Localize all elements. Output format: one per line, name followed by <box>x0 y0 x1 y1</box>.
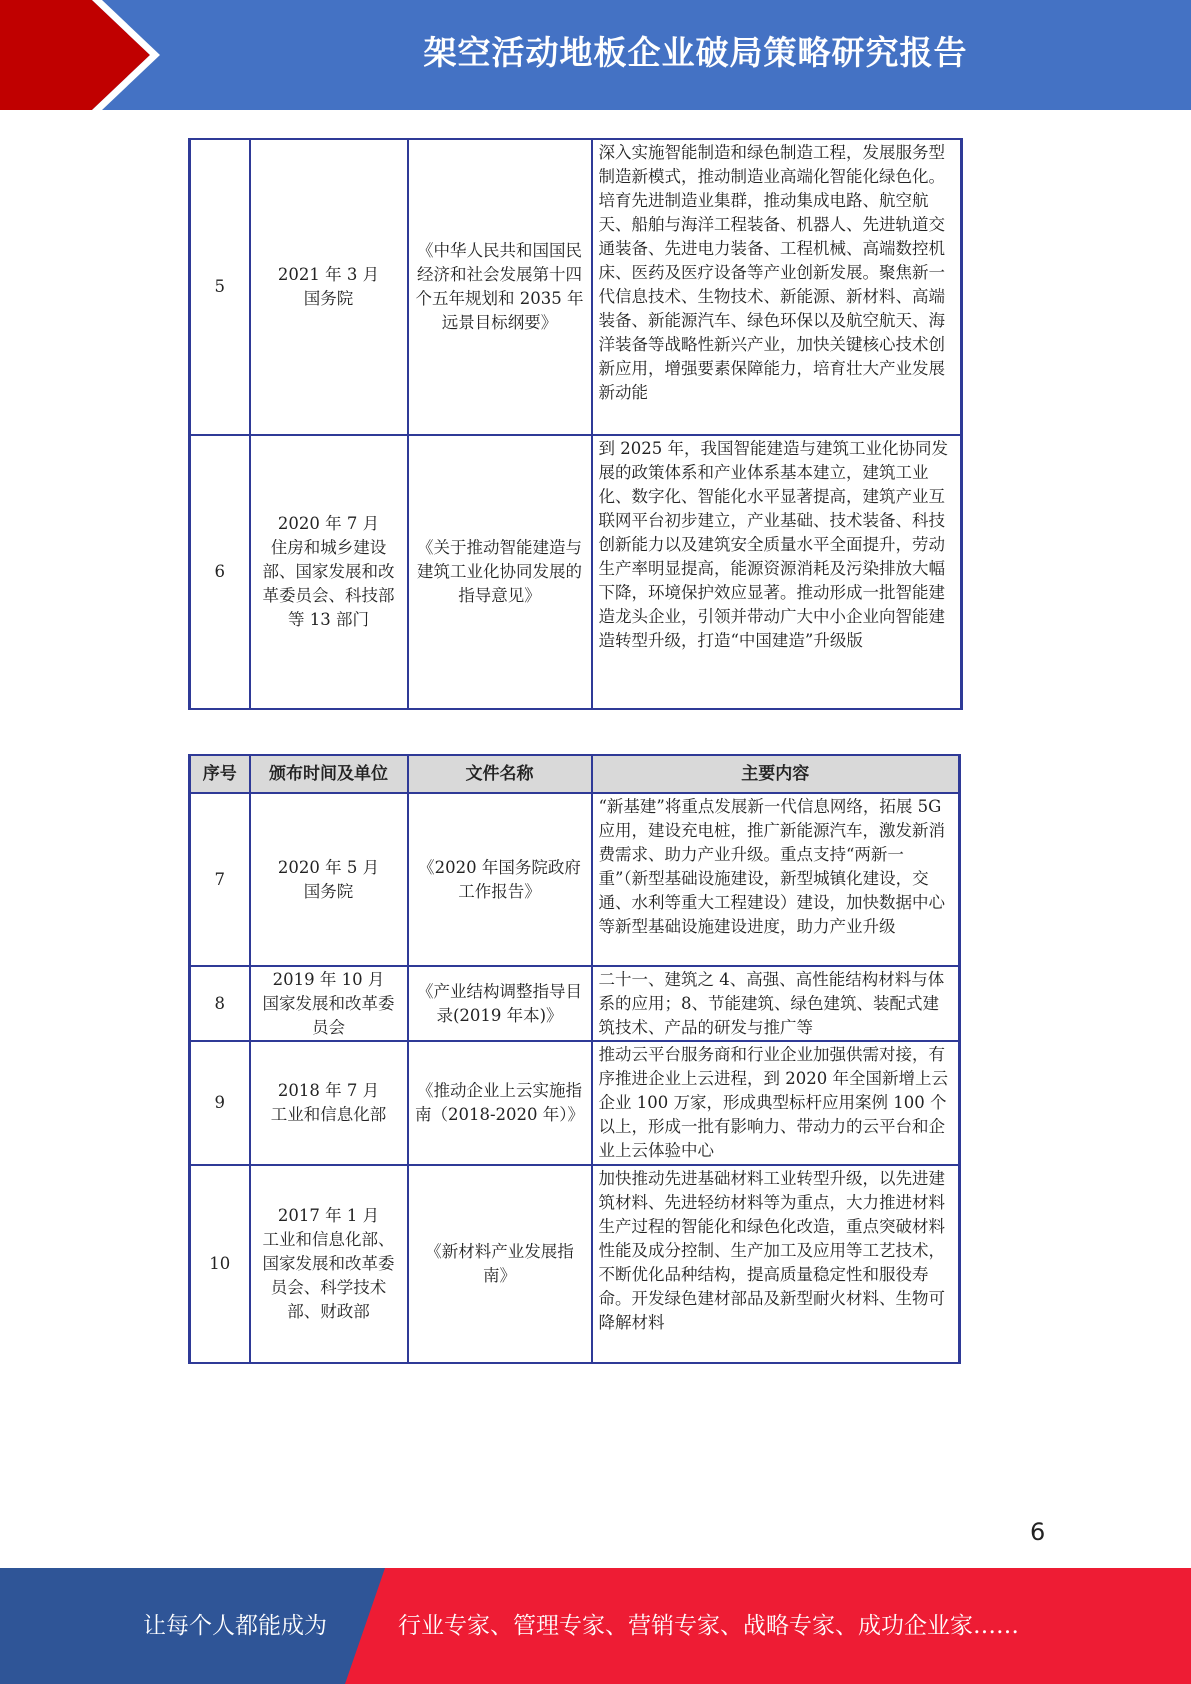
issue-date-unit: 2019 年 10 月 国家发展和改革委员会 <box>250 966 408 1041</box>
page-footer <box>0 1568 1191 1684</box>
policy-table-continued <box>188 138 963 710</box>
document-name: 《推动企业上云实施指南（2018-2020 年）》 <box>408 1041 592 1165</box>
column-header-number: 序号 <box>190 755 250 793</box>
issue-date-unit: 2020 年 5 月 国务院 <box>250 793 408 966</box>
footer-slogan-right: 行业专家、管理专家、营销专家、战略专家、成功企业家…… <box>398 1613 1019 1639</box>
footer-slogan-left: 让每个人都能成为 <box>143 1613 327 1639</box>
table-row <box>190 966 960 1041</box>
issue-date-unit: 2018 年 7 月 工业和信息化部 <box>250 1041 408 1165</box>
main-content: 深入实施智能制造和绿色制造工程，发展服务型制造新模式，推动制造业高端化智能化绿色化。培育先进制造业集群，推动集成电路、航空航天、船舶与海洋工程装备、机器人、先进轨道交通装备、先进电力装备、工程机械、高端数控机床、医药及医疗设备等产业创新发展。聚焦新一代信息技术、生物技术、新能源、新材料、高端装备、新能源汽车、绿色环保以及航空航天、海洋装备等战略性新兴产业，加快关键核心技术创新应用，增强要素保障能力，培育壮大产业发展新动能 <box>592 139 962 435</box>
issue-date-unit: 2021 年 3 月 国务院 <box>250 139 408 435</box>
table-row <box>190 793 960 966</box>
document-name: 《2020 年国务院政府工作报告》 <box>408 793 592 966</box>
table-header-row <box>190 755 960 793</box>
row-number: 5 <box>190 139 250 435</box>
issue-date-unit: 2017 年 1 月 工业和信息化部、国家发展和改革委员会、科学技术部、财政部 <box>250 1165 408 1363</box>
document-name: 《中华人民共和国国民经济和社会发展第十四个五年规划和 2035 年远景目标纲要》 <box>408 139 592 435</box>
document-name: 《产业结构调整指导目录(2019 年本)》 <box>408 966 592 1041</box>
main-content: 推动云平台服务商和行业企业加强供需对接，有序推进企业上云进程，到 2020 年全国新增上云企业 100 万家，形成典型标杆应用案例 100 个以上，形成一批有影响力、带动力的云平台和企业上云体验中心 <box>592 1041 960 1165</box>
main-content: “新基建”将重点发展新一代信息网络，拓展 5G 应用，建设充电桩，推广新能源汽车，激发新消费需求、助力产业升级。重点支持“两新一重”（新型基础设施建设，新型城镇化建设，交通、水利等重大工程建设）建设，加快数据中心等新型基础设施建设进度，助力产业升级 <box>592 793 960 966</box>
document-name: 《关于推动智能建造与建筑工业化协同发展的指导意见》 <box>408 435 592 709</box>
column-header-document: 文件名称 <box>408 755 592 793</box>
issue-date-unit: 2020 年 7 月 住房和城乡建设部、国家发展和改革委员会、科技部等 13 部门 <box>250 435 408 709</box>
policy-table <box>188 754 961 1364</box>
page-header <box>0 0 1191 110</box>
row-number: 9 <box>190 1041 250 1165</box>
table-row <box>190 139 962 435</box>
row-number: 6 <box>190 435 250 709</box>
document-name: 《新材料产业发展指南》 <box>408 1165 592 1363</box>
row-number: 10 <box>190 1165 250 1363</box>
row-number: 7 <box>190 793 250 966</box>
column-header-content: 主要内容 <box>592 755 960 793</box>
main-content: 加快推动先进基础材料工业转型升级，以先进建筑材料、先进轻纺材料等为重点，大力推进材料生产过程的智能化和绿色化改造，重点突破材料性能及成分控制、生产加工及应用等工艺技术，不断优化品种结构，提高质量稳定性和服役寿命。开发绿色建材部品及新型耐火材料、生物可降解材料 <box>592 1165 960 1363</box>
main-content: 二十一、建筑之 4、高强、高性能结构材料与体系的应用；8、节能建筑、绿色建筑、装配式建筑技术、产品的研发与推广等 <box>592 966 960 1041</box>
row-number: 8 <box>190 966 250 1041</box>
main-content: 到 2025 年，我国智能建造与建筑工业化协同发展的政策体系和产业体系基本建立，建筑工业化、数字化、智能化水平显著提高，建筑产业互联网平台初步建立，产业基础、技术装备、科技创新能力以及建筑安全质量水平全面提升，劳动生产率明显提高，能源资源消耗及污染排放大幅下降，环境保护效应显著。推动形成一批智能建造龙头企业，引领并带动广大中小企业向智能建造转型升级，打造“中国建造”升级版 <box>592 435 962 709</box>
table-row <box>190 1165 960 1363</box>
table-row <box>190 435 962 709</box>
report-title: 架空活动地板企业破局策略研究报告 <box>423 33 968 72</box>
table-row <box>190 1041 960 1165</box>
page-number: 6 <box>1030 1518 1046 1546</box>
column-header-date-unit: 颁布时间及单位 <box>250 755 408 793</box>
